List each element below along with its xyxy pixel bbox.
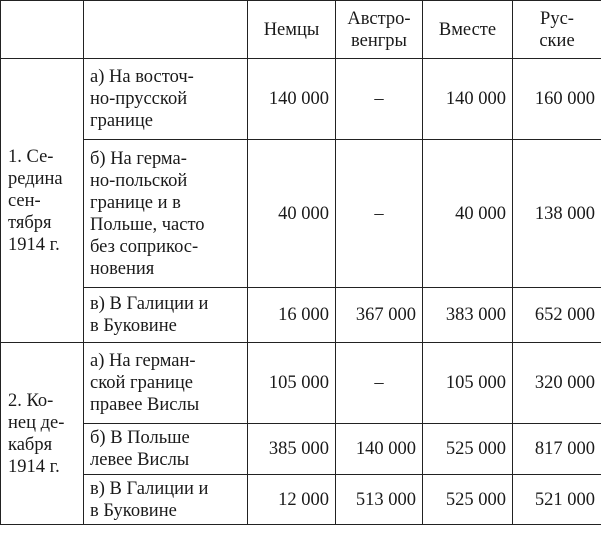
- location-description: [84, 424, 248, 475]
- total-value: 105 000: [423, 343, 513, 424]
- russians-value: 521 000: [513, 475, 601, 525]
- text-line: нец де-: [8, 412, 65, 433]
- text-line: в Буковине: [90, 500, 177, 521]
- germans-value: 12 000: [248, 475, 336, 525]
- text-line: но-польской: [90, 170, 188, 191]
- location-description: [84, 59, 248, 140]
- table-row: [1, 140, 601, 288]
- period-label: [1, 343, 84, 525]
- location-description: [84, 343, 248, 424]
- russians-value: 160 000: [513, 59, 601, 140]
- period-label: [1, 59, 84, 343]
- header-empty-cell: [1, 1, 84, 59]
- total-value: 140 000: [423, 59, 513, 140]
- austro-hungarians-value: 140 000: [336, 424, 423, 475]
- text-line: в) В Галиции и: [90, 478, 209, 499]
- text-line: 1914 г.: [8, 234, 60, 255]
- location-description: [84, 140, 248, 288]
- text-line: в Буковине: [90, 316, 177, 336]
- text-line: б) В Польше: [90, 428, 190, 448]
- text-line: в) В Галиции и: [90, 294, 209, 314]
- header-russians: Рус- ские: [513, 1, 601, 59]
- table-row: [1, 343, 601, 424]
- germans-value: 385 000: [248, 424, 336, 475]
- total-value: 525 000: [423, 424, 513, 475]
- text-line: сен-: [8, 190, 41, 211]
- text-line: редина: [8, 168, 63, 189]
- russians-value: 320 000: [513, 343, 601, 424]
- location-description: [84, 288, 248, 343]
- total-value: 525 000: [423, 475, 513, 525]
- text-line: границе и в: [90, 192, 181, 213]
- location-description: [84, 475, 248, 525]
- russians-value: 652 000: [513, 288, 601, 343]
- austro-hungarians-value: 513 000: [336, 475, 423, 525]
- table-row: [1, 59, 601, 140]
- table-row: [1, 288, 601, 343]
- text-line: новения: [90, 258, 155, 279]
- germans-value: 40 000: [248, 140, 336, 288]
- text-line: 1. Се-: [8, 146, 54, 167]
- austro-hungarians-value: –: [336, 59, 423, 140]
- germans-value: 140 000: [248, 59, 336, 140]
- total-value: 40 000: [423, 140, 513, 288]
- text-line: тября: [8, 212, 52, 233]
- text-line: без соприкос-: [90, 236, 199, 257]
- header-empty-cell: [84, 1, 248, 59]
- header-total: Вместе: [423, 1, 513, 59]
- austro-hungarians-value: –: [336, 343, 423, 424]
- header-germans: Немцы: [248, 1, 336, 59]
- table-row: [1, 475, 601, 525]
- germans-value: 16 000: [248, 288, 336, 343]
- text-line: Польше, часто: [90, 214, 205, 235]
- russians-value: 817 000: [513, 424, 601, 475]
- text-line: правее Вислы: [90, 395, 200, 415]
- russians-value: 138 000: [513, 140, 601, 288]
- text-line: а) На восточ-: [90, 67, 194, 87]
- text-line: ской границе: [90, 373, 193, 393]
- austro-hungarians-value: –: [336, 140, 423, 288]
- text-line: границе: [90, 111, 153, 131]
- text-line: 2. Ко-: [8, 390, 54, 411]
- text-line: кабря: [8, 434, 53, 455]
- text-line: б) На герма-: [90, 148, 187, 169]
- table-row: [1, 424, 601, 475]
- text-line: но-прусской: [90, 89, 188, 109]
- total-value: 383 000: [423, 288, 513, 343]
- austro-hungarians-value: 367 000: [336, 288, 423, 343]
- germans-value: 105 000: [248, 343, 336, 424]
- text-line: 1914 г.: [8, 456, 60, 477]
- text-line: а) На герман-: [90, 351, 196, 371]
- header-austro-hungarians: Австро- венгры: [336, 1, 423, 59]
- header-row: [1, 1, 601, 59]
- text-line: левее Вислы: [90, 450, 190, 470]
